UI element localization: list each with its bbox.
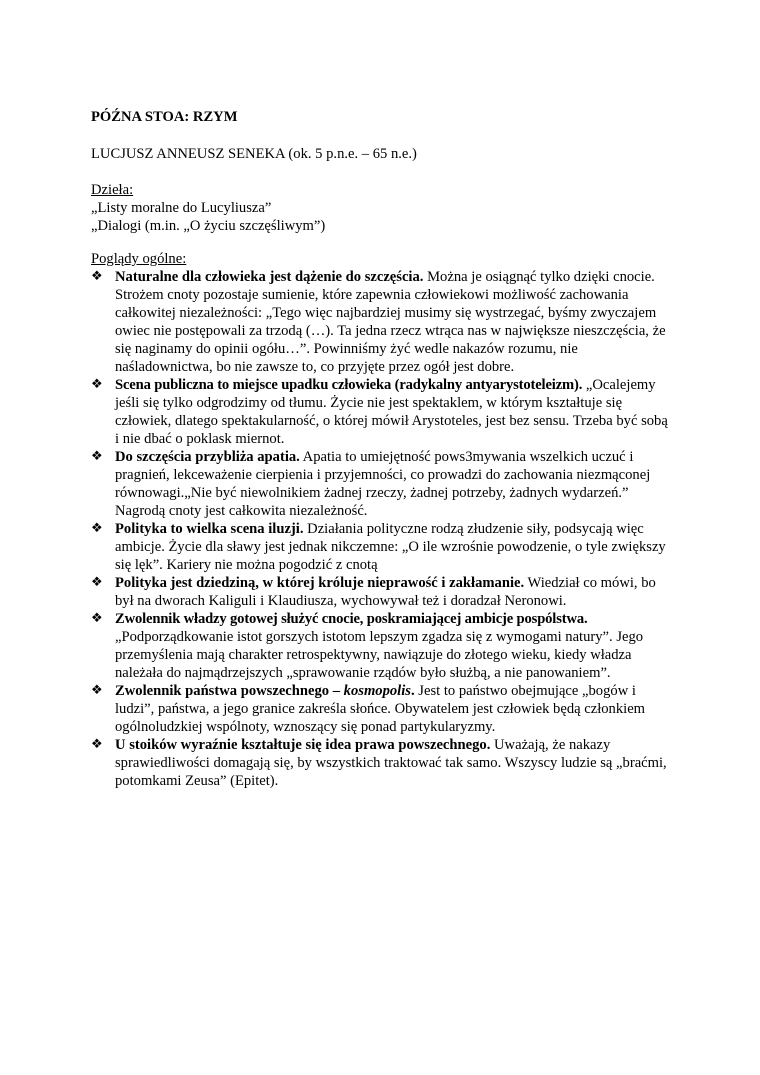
work-item: „Listy moralne do Lucyliusza” [91, 200, 272, 216]
diamond-bullet-icon: ❖ [91, 269, 103, 284]
works-heading: Dzieła: [91, 182, 134, 198]
item-lead: Scena publiczna to miejsce upadku człowieka (radykalny antyarystoteleizm). [115, 377, 583, 393]
item-text: „Ocalejemy jeśli się tylko odgrodzimy od tłumu. Życie nie jest spektaklem, w którym kształtuje się człowiek, dlatego spektakularność, o której mówił Arystoteles, jest bez sensu. Trzeba być sobą i nie dbać o poklask miernot. [115, 377, 668, 447]
list-item [91, 736, 671, 790]
diamond-bullet-icon: ❖ [91, 449, 103, 464]
author-line: LUCJUSZ ANNEUSZ SENEKA (ok. 5 p.n.e. – 65 n.e.) [91, 146, 417, 162]
list-item [91, 682, 671, 736]
item-text: Apatia to umiejętność pows3mywania wszelkich uczuć i pragnień, lekceważenie cierpienia i przyjemności, co prowadzi do zachowania niezmąconej równowagi.„Nie być niewolnikiem żadnej rzeczy, żadnej potrzeby, żadnych wydarzeń.” Nagrodą cnoty jest całkowita niezależność. [115, 449, 651, 519]
item-lead: U stoików wyraźnie kształtuje się idea prawa powszechnego. [115, 737, 491, 753]
diamond-bullet-icon: ❖ [91, 575, 103, 590]
item-text: Uważają, że nakazy sprawiedliwości domagają się, by wszystkich traktować tak samo. Wszyscy ludzie są „braćmi, potomkami Zeusa” (Epitet). [115, 737, 667, 789]
item-text: „Podporządkowanie istot gorszych istotom lepszym zgadza się z wymogami natury”. Jego przemyślenia mają charakter retrospektywny, nawiązuje do złotego wieku, kiedy władza należała do najmądrzejszych „sprawowanie rządów było służbą, a nie panowaniem”. [115, 629, 644, 681]
item-text: Można je osiągnąć tylko dzięki cnocie. Strożem cnoty pozostaje sumienie, które zapewnia człowiekowi możliwość zachowania całkowitej niezależności: „Tego więc najbardziej musimy się wystrzegać, byśmy zwyczajem owiec nie postępowali za trzodą (…). Ta jedna rzecz wtrąca nas w największe nieszczęścia, że się naginamy do opinii ogółu…”. Powinniśmy żyć wedle nakazów rozumu, nie naśladownictwa, bo nie zawsze to, co przyjęte przez ogół jest dobre. [115, 269, 666, 375]
works-section [91, 181, 325, 235]
item-lead: Polityka to wielka scena iluzji. [115, 521, 304, 537]
views-list [91, 268, 671, 790]
diamond-bullet-icon: ❖ [91, 683, 103, 698]
item-lead: Naturalne dla człowieka jest dążenie do szczęścia. [115, 269, 424, 285]
list-item [91, 376, 671, 448]
item-lead-italic: kosmopolis [343, 683, 411, 699]
item-lead: Zwolennik władzy gotowej służyć cnocie, poskramiającej ambicje pospólstwa. [115, 611, 588, 627]
item-text: Działania polityczne rodzą złudzenie siły, podsycają więc ambicje. Życie dla sławy jest jednak nikczemne: „O ile wzrośnie powodzenie, o tyle zwiększy się lęk”. Kariery nie można pogodzić z cnotą [115, 521, 666, 573]
diamond-bullet-icon: ❖ [91, 521, 103, 536]
item-lead: Polityka jest dziedziną, w której króluje nieprawość i zakłamanie. [115, 575, 525, 591]
diamond-bullet-icon: ❖ [91, 377, 103, 392]
list-item [91, 574, 671, 610]
list-item [91, 448, 671, 520]
work-item: „Dialogi (m.in. „O życiu szczęśliwym”) [91, 218, 326, 234]
views-heading: Poglądy ogólne: [91, 251, 187, 267]
list-item [91, 610, 671, 682]
diamond-bullet-icon: ❖ [91, 611, 103, 626]
item-text: Wiedział co mówi, bo był na dworach Kaliguli i Klaudiusza, wychowywał też i doradzał Neronowi. [115, 575, 656, 609]
page-title: PÓŹNA STOA: RZYM [91, 109, 238, 125]
list-item [91, 268, 671, 376]
item-text: Jest to państwo obejmujące „bogów i ludzi”, państwa, a jego granice zakreśla słońce. Obywatelem jest człowiek będą członkiem ogólnoludzkiej wspólnoty, wznoszący się ponad partykularyzmy. [115, 683, 646, 735]
item-lead: Do szczęścia przybliża apatia. [115, 449, 300, 465]
diamond-bullet-icon: ❖ [91, 737, 103, 752]
item-lead: Zwolennik państwa powszechnego – [115, 683, 344, 699]
list-item [91, 520, 671, 574]
item-lead-end: . [410, 683, 415, 699]
